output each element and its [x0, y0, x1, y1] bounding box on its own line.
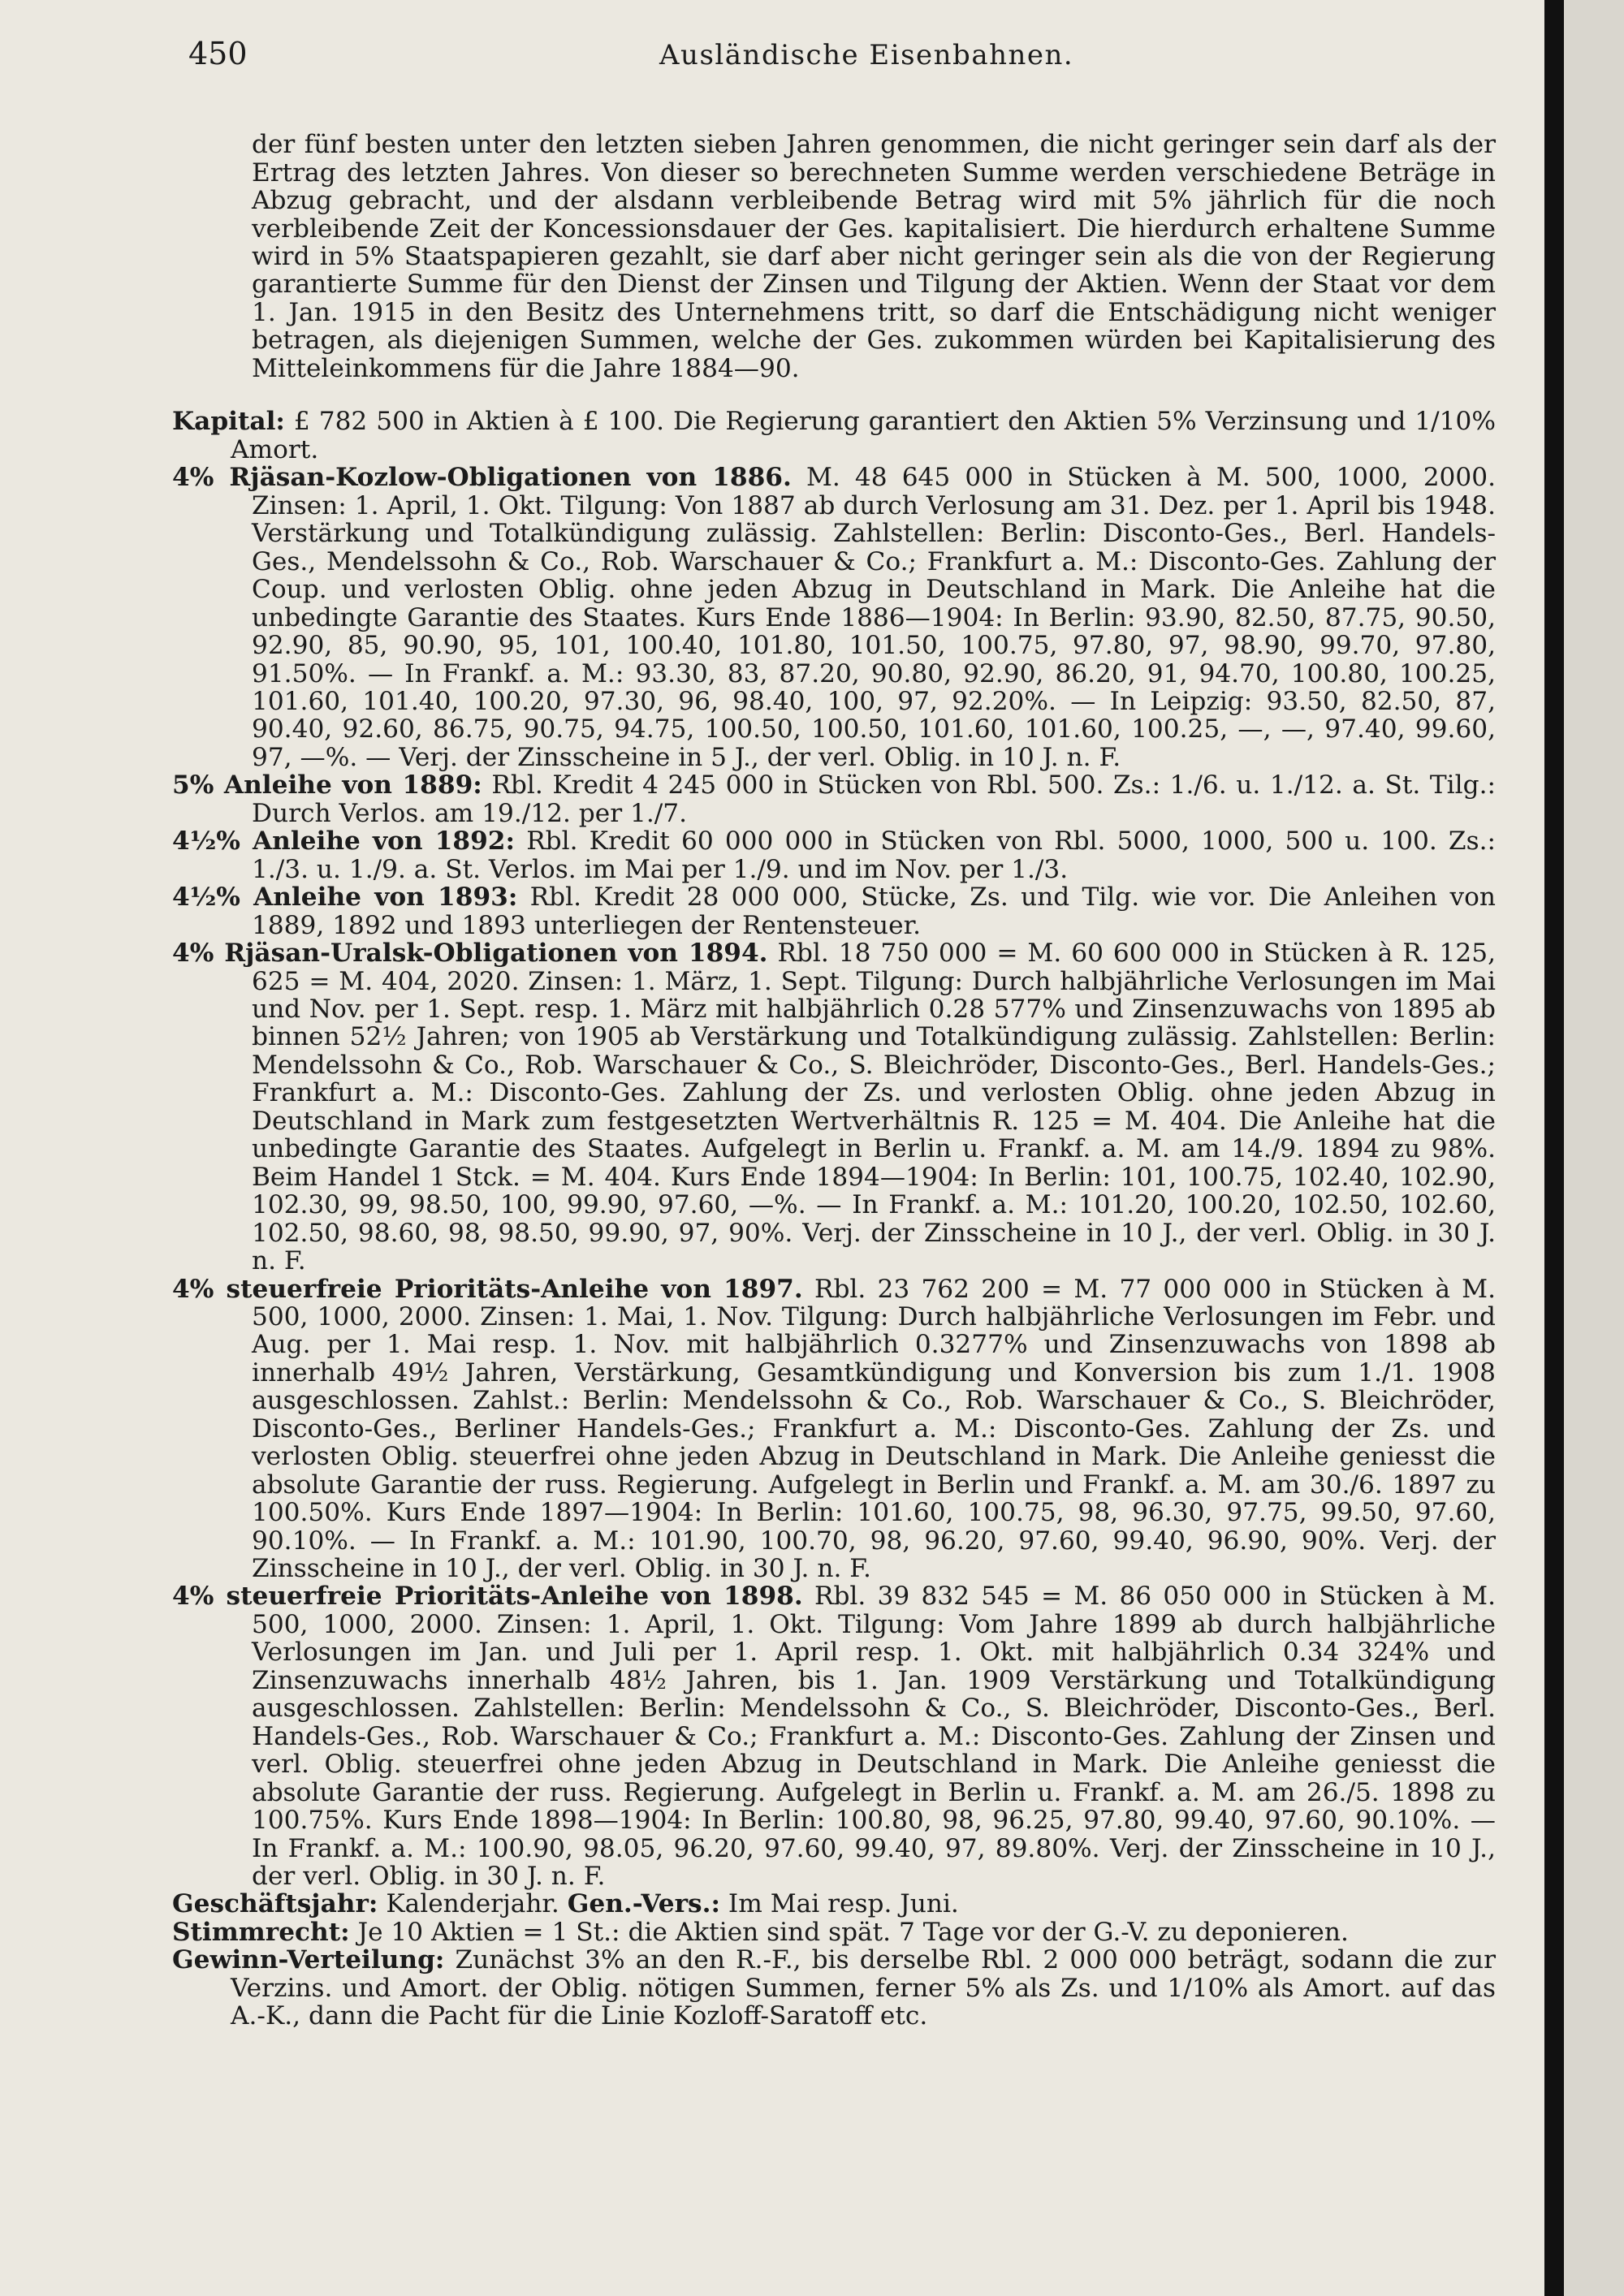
- prioritaet-1897-label: 4% steuerfreie Prioritäts-Anleihe von 1897.: [172, 1274, 803, 1304]
- geschaeftsjahr-text: Kalenderjahr.: [386, 1889, 559, 1919]
- prioritaet-1898-text: Rbl. 39 832 545 = M. 86 050 000 in Stücken à M. 500, 1000, 2000. Zinsen: 1. April, 1. Okt. Tilgung: Vom Jahre 1899 ab durch halbjährliche Verlosungen im Jan. und Juli per 1. April resp. 1. Okt. mit halbjährlich 0.34 324% und Zinsenzuwachs innerhalb 48½ Jahren, bis 1. Jan. 1909 Verstärkung und Totalkündigung ausgeschlossen. Zahlstellen: Berlin: Mendelssohn & Co., S. Bleichröder, Disconto-Ges., Berl. Handels-Ges., Rob. Warschauer & Co.; Frankfurt a. M.: Disconto-Ges. Zahlung der Zinsen und verl. Oblig. steuerfrei ohne jeden Abzug in Deutschland in Mark. Die Anleihe geniesst die absolute Garantie der russ. Regierung. Aufgelegt in Berlin u. Frankf. a. M. am 26./5. 1898 zu 100.75%. Kurs Ende 1898—1904: In Berlin: 100.80, 98, 96.25, 97.80, 99.40, 97.60, 90.10%. — In Frankf. a. M.: 100.90, 98.05, 96.20, 97.60, 99.40, 97, 89.80%. Verj. der Zinsscheine in 10 J., der verl. Oblig. in 30 J. n. F.: [252, 1582, 1497, 1892]
- uralsk-1894-text: Rbl. 18 750 000 = M. 60 600 000 in Stücken à R. 125, 625 = M. 404, 2020. Zinsen: 1. März, 1. Sept. Tilgung: Durch halbjährliche Verlosungen im Mai und Nov. per 1. Sept. resp. 1. März mit halbjährlich 0.28 577% und Zinsenzuwachs von 1895 ab binnen 52½ Jahren; von 1905 ab Verstärkung und Totalkündigung zulässig. Zahlstellen: Berlin: Mendelssohn & Co., Rob. Warschauer & Co., S. Bleichröder, Disconto-Ges., Berl. Handels-Ges.; Frankfurt a. M.: Disconto-Ges. Zahlung der Zs. und verlosten Oblig. ohne jeden Abzug in Deutschland in Mark zum festgesetzten Wertverhältnis R. 125 = M. 404. Die Anleihe hat die unbedingte Garantie des Staates. Aufgelegt in Berlin u. Frankf. a. M. am 14./9. 1894 zu 98%. Beim Handel 1 Stck. = M. 404. Kurs Ende 1894—1904: In Berlin: 101, 100.75, 102.40, 102.90, 102.30, 99, 98.50, 100, 99.90, 97.60, —%. — In Frankf. a. M.: 101.20, 100.20, 102.50, 102.60, 102.50, 98.60, 98, 98.50, 99.90, 97, 90%. Verj. der Zinsscheine in 10 J., der verl. Oblig. in 30 J. n. F.: [252, 939, 1496, 1276]
- gewinn-verteilung-label: Gewinn-Verteilung:: [172, 1945, 445, 1975]
- page-number: 450: [188, 36, 248, 71]
- gen-vers-text: Im Mai resp. Juni.: [728, 1889, 959, 1919]
- anleihe-1889-entry: [172, 771, 1496, 827]
- kozlow-1886-entry: [172, 464, 1496, 771]
- prioritaet-1897-entry: [172, 1275, 1496, 1583]
- kapital-label: Kapital:: [172, 407, 285, 437]
- stimmrecht-text: Je 10 Aktien = 1 St.: die Aktien sind spät. 7 Tage vor der G.-V. zu deponieren.: [357, 1917, 1349, 1947]
- prioritaet-1898-label: 4% steuerfreie Prioritäts-Anleihe von 1898.: [172, 1582, 803, 1612]
- intro-paragraph: der fünf besten unter den letzten sieben Jahren genommen, die nicht geringer sein darf als der Ertrag des letzten Jahres. Von dieser so berechneten Summe werden verschiedene Beträge in Abzug gebracht, und der alsdann verbleibende Betrag wird mit 5% jährlich für die noch verbleibende Zeit der Koncessionsdauer der Ges. kapitalisiert. Die hierdurch erhaltene Summe wird in 5% Staatspapieren gezahlt, sie darf aber nicht geringer sein als die von der Regierung garantierte Summe für den Dienst der Zinsen und Tilgung der Aktien. Wenn der Staat vor dem 1. Jan. 1915 in den Besitz des Unternehmens tritt, so darf die Entschädigung nicht weniger betragen, als diejenigen Summen, welche der Ges. zukommen würden bei Kapitalisierung des Mitteleinkommens für die Jahre 1884—90.: [252, 130, 1496, 383]
- anleihe-1892-label: 4½% Anleihe von 1892:: [172, 826, 516, 857]
- kapital-text: £ 782 500 in Aktien à £ 100. Die Regierung garantiert den Aktien 5% Verzinsung und 1/10% Amort.: [231, 407, 1496, 464]
- gen-vers-label: Gen.-Vers.:: [567, 1889, 720, 1919]
- scan-edge-shadow: [1544, 0, 1564, 2296]
- geschaeftsjahr-entry: [172, 1890, 1496, 1918]
- gewinn-verteilung-entry: [172, 1946, 1496, 2030]
- prioritaet-1897-text: Rbl. 23 762 200 = M. 77 000 000 in Stücken à M. 500, 1000, 2000. Zinsen: 1. Mai, 1. Nov. Tilgung: Durch halbjährliche Verlosungen im Febr. und Aug. per 1. Mai resp. 1. Nov. mit halbjährlich 0.3277% und Zinsenzuwachs von 1898 ab innerhalb 49½ Jahren, Verstärkung, Gesamtkündigung und Konversion bis zum 1./1. 1908 ausgeschlossen. Zahlst.: Berlin: Mendelssohn & Co., Rob. Warschauer & Co., S. Bleichröder, Disconto-Ges., Berliner Handels-Ges.; Frankfurt a. M.: Disconto-Ges. Zahlung der Zs. und verlosten Oblig. steuerfrei ohne jeden Abzug in Deutschland in Mark. Die Anleihe geniesst die absolute Garantie der russ. Regierung. Aufgelegt in Berlin und Frankf. a. M. am 30./6. 1897 zu 100.50%. Kurs Ende 1897—1904: In Berlin: 101.60, 100.75, 98, 96.30, 97.75, 99.50, 97.60, 90.10%. — In Frankf. a. M.: 101.90, 100.70, 98, 96.20, 97.60, 99.40, 96.90, 90%. Verj. der Zinsscheine in 10 J., der verl. Oblig. in 30 J. n. F.: [252, 1274, 1497, 1584]
- prioritaet-1898-entry: [172, 1582, 1496, 1890]
- anleihe-1893-label: 4½% Anleihe von 1893:: [172, 883, 518, 913]
- anleihe-1892-text: Rbl. Kredit 60 000 000 in Stücken von Rbl. 5000, 1000, 500 u. 100. Zs.: 1./3. u. 1./9. a. St. Verlos. im Mai per 1./9. und im Nov. per 1./3.: [252, 826, 1497, 884]
- anleihe-1889-text: Rbl. Kredit 4 245 000 in Stücken von Rbl. 500. Zs.: 1./6. u. 1./12. a. St. Tilg.: Durch Verlos. am 19./12. per 1./7.: [252, 770, 1496, 828]
- geschaeftsjahr-label: Geschäftsjahr:: [172, 1889, 378, 1919]
- page-body: [172, 106, 1496, 2031]
- uralsk-1894-label: 4% Rjäsan-Uralsk-Obligationen von 1894.: [172, 939, 768, 969]
- running-title: Ausländische Eisenbahnen.: [659, 39, 1074, 71]
- anleihe-1892-entry: [172, 827, 1496, 883]
- anleihe-1893-text: Rbl. Kredit 28 000 000, Stücke, Zs. und Tilg. wie vor. Die Anleihen von 1889, 1892 und 1893 unterliegen der Rentensteuer.: [252, 883, 1496, 940]
- stimmrecht-entry: [172, 1918, 1496, 1946]
- stimmrecht-label: Stimmrecht:: [172, 1917, 350, 1947]
- anleihe-1889-label: 5% Anleihe von 1889:: [172, 770, 482, 801]
- kozlow-1886-text: M. 48 645 000 in Stücken à M. 500, 1000, 2000. Zinsen: 1. April, 1. Okt. Tilgung: Von 1887 ab durch Verlosung am 31. Dez. per 1. April bis 1948. Verstärkung und Totalkündigung zulässig. Zahlstellen: Berlin: Disconto-Ges., Berl. Handels-Ges., Mendelssohn & Co., Rob. Warschauer & Co.; Frankfurt a. M.: Disconto-Ges. Zahlung der Coup. und verlosten Oblig. ohne jeden Abzug in Deutschland in Mark. Die Anleihe hat die unbedingte Garantie des Staates. Kurs Ende 1886—1904: In Berlin: 93.90, 82.50, 87.75, 90.50, 92.90, 85, 90.90, 95, 101, 100.40, 101.80, 101.50, 100.75, 97.80, 97, 98.90, 99.70, 97.80, 91.50%. — In Frankf. a. M.: 93.30, 83, 87.20, 90.80, 92.90, 86.20, 91, 94.70, 100.80, 100.25, 101.60, 101.40, 100.20, 97.30, 96, 98.40, 100, 97, 92.20%. — In Leipzig: 93.50, 82.50, 87, 90.40, 92.60, 86.75, 90.75, 94.75, 100.50, 100.50, 101.60, 101.60, 100.25, —, —, 97.40, 99.60, 97, —%. — Verj. der Zinsscheine in 5 J., der verl. Oblig. in 10 J. n. F.: [252, 463, 1496, 772]
- uralsk-1894-entry: [172, 939, 1496, 1275]
- kapital-entry: [172, 408, 1496, 464]
- scan-margin: [1564, 0, 1624, 2296]
- kozlow-1886-label: 4% Rjäsan-Kozlow-Obligationen von 1886.: [172, 463, 792, 493]
- page-header: [188, 36, 1488, 78]
- anleihe-1893-entry: [172, 883, 1496, 939]
- gewinn-verteilung-text: Zunächst 3% an den R.-F., bis derselbe Rbl. 2 000 000 beträgt, sodann die zur Verzins. und Amort. der Oblig. nötigen Summen, ferner 5% als Zs. und 1/10% als Amort. auf das A.-K., dann die Pacht für die Linie Kozloff-Saratoff etc.: [231, 1945, 1496, 2031]
